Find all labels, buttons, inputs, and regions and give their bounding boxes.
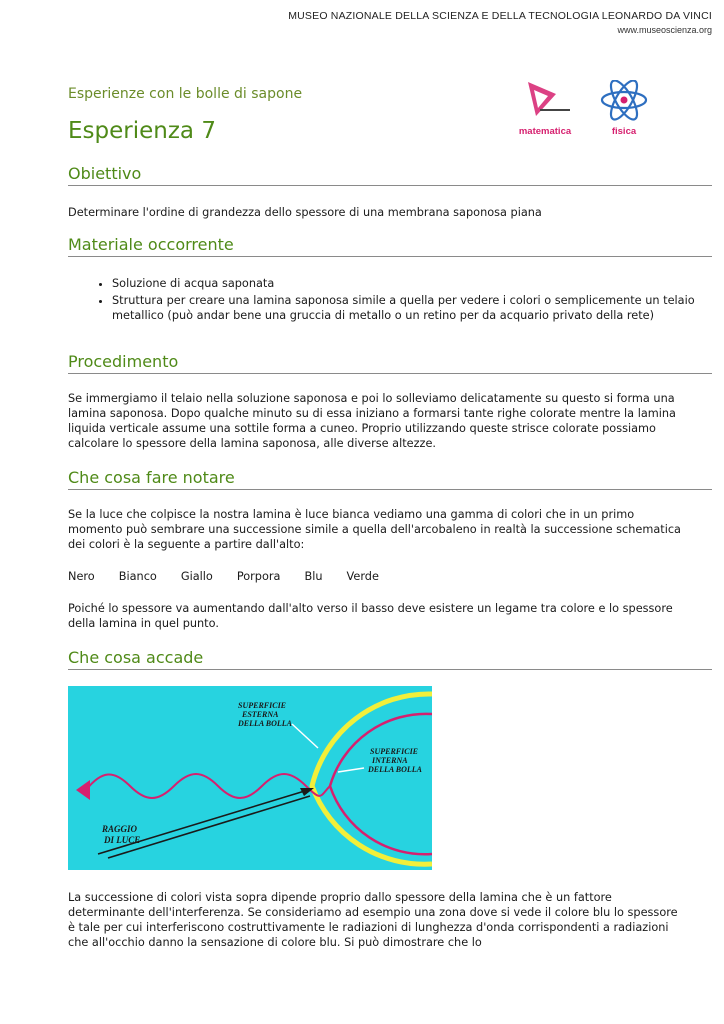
logo-matematica-label: matematica <box>518 126 572 137</box>
list-item: • Struttura per creare una lamina saponosa simile a quella per vedere i colori o semplicemente un telaio metallico (può andar bene una gruccia di metallo o un retino per da acquario privato della rete) <box>112 293 724 323</box>
label-outer-1: SUPERFICIE <box>238 701 287 710</box>
logo-matematica <box>510 80 580 137</box>
color-sequence <box>68 570 403 583</box>
label-ray-1: RAGGIO <box>102 824 138 834</box>
heading-obiettivo: Obiettivo <box>68 164 712 186</box>
series-title: Esperienze con le bolle di sapone <box>68 86 303 102</box>
label-ray-2: DI LUCE <box>104 835 141 845</box>
header-url: www.museoscienza.org <box>617 25 712 35</box>
materiale-list <box>68 276 724 325</box>
accade-text: La successione di colori vista sopra dipende proprio dallo spessore della lamina che è un fattore determinante dell'interferenza. Se consideriamo ad esempio una zona dove si vede il colore blu lo spessore è tale per cui interferiscono costruttivamente le radiazioni di lunghezza d'onda corrispondenti a radiazioni che all'occhio danno la sensazione di colore blu. Si può dimostrare che lo <box>68 891 678 949</box>
obiettivo-text: Determinare l'ordine di grandezza dello spessore di una membrana saponosa piana <box>68 206 542 219</box>
triangle-ruler-icon <box>510 80 580 122</box>
bubble-figure <box>68 686 432 870</box>
color-item: Bianco <box>118 570 157 583</box>
heading-materiale: Materiale occorrente <box>68 235 712 257</box>
procedimento-text: Se immergiamo il telaio nella soluzione saponosa e poi lo solleviamo delicatamente su questo si forma una lamina saponosa. Dopo qualche minuto su di essa iniziano a formarsi tante righe colorate mentre la lamina liquida verticale assume una sottile forma a cuneo. Proprio utilizzando queste strisce colorate possiamo calcolare lo spessore della lamina saponosa, alle diverse altezze. <box>68 392 676 450</box>
label-outer-2: ESTERNA <box>242 710 279 719</box>
label-inner-1: SUPERFICIE <box>370 747 419 756</box>
notare-text-1: Se la luce che colpisce la nostra lamina è luce bianca vediamo una gamma di colori che in un primo momento può sembrare una successione simile a quella dell'arcobaleno in realtà la successione schematica dei colori è la seguente a partire dall'alto: <box>68 508 681 551</box>
label-outer-3: DELLA BOLLA <box>238 719 293 728</box>
heading-notare: Che cosa fare notare <box>68 468 712 490</box>
heading-procedimento: Procedimento <box>68 352 712 374</box>
color-item: Porpora <box>236 570 281 583</box>
label-inner-3: DELLA BOLLA <box>368 765 423 774</box>
color-item: Giallo <box>180 570 213 583</box>
color-item: Blu <box>304 570 323 583</box>
logo-fisica-label: fisica <box>611 126 637 137</box>
header-org: MUSEO NAZIONALE DELLA SCIENZA E DELLA TECNOLOGIA LEONARDO DA VINCI <box>288 10 712 22</box>
color-item: Verde <box>346 570 379 583</box>
label-inner-2: INTERNA <box>372 756 408 765</box>
color-item: Nero <box>68 570 95 583</box>
list-item: • Soluzione di acqua saponata <box>112 276 724 291</box>
logo-fisica <box>596 80 652 137</box>
page-title: Esperienza 7 <box>68 118 216 144</box>
heading-accade: Che cosa accade <box>68 648 712 670</box>
atom-icon <box>596 80 652 122</box>
notare-text-2: Poiché lo spessore va aumentando dall'alto verso il basso deve esistere un legame tra colore e lo spessore della lamina in quel punto. <box>68 602 673 630</box>
